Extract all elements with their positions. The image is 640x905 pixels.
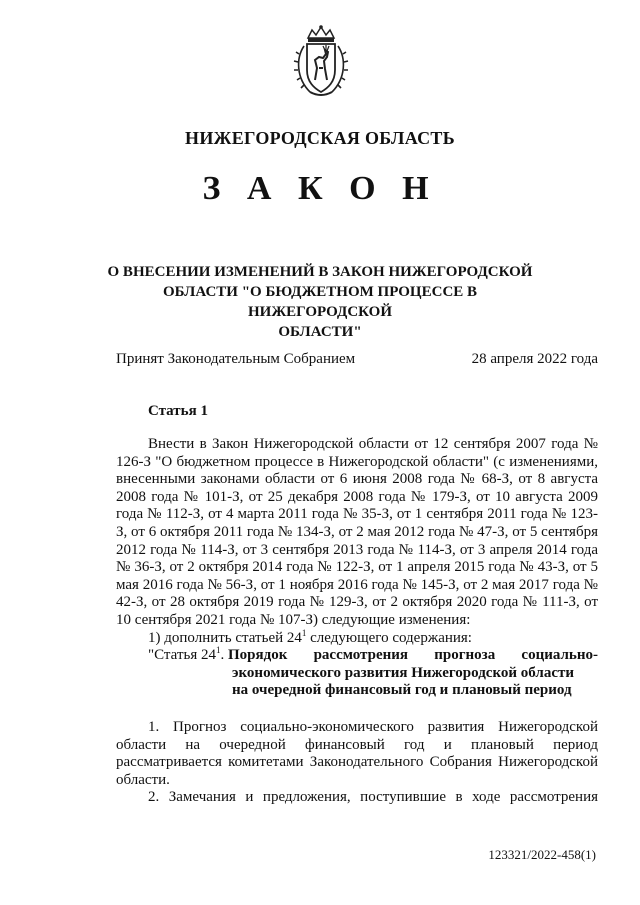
law-title-line: ОБЛАСТИ "О БЮДЖЕТНОМ ПРОЦЕССЕ В НИЖЕГОРОДСКОЙ <box>162 284 478 320</box>
law-title-line: О ВНЕСЕНИИ ИЗМЕНЕНИЙ В ЗАКОН НИЖЕГОРОДСКОЙ <box>107 264 533 280</box>
new-article-title-line: экономического развития Нижегородской области <box>232 664 575 681</box>
new-article-paragraph-1: 1. Прогноз социально-экономического развития Нижегородской области на очередной финансовый год и плановый период рассматривается комитетами Законодательного Собрания Нижегородской области. <box>116 718 598 788</box>
article-intro-paragraph: Внести в Закон Нижегородской области от 12 сентября 2007 года № 126-З "О бюджетном процессе в Нижегородской области" (с изменениями, внесенными законами области от 6 июня 2008 года № 68-З, от 8 августа 2008 года № 101-З, от 25 декабря 2008 года № 179-З, от 10 августа 2009 года № 112-З, от 4 марта 2011 года № 35-З, от 1 сентября 2011 года № 123-З, от 6 октября 2011 года № 134-З, от 2 мая 2012 года № 47-З, от 5 сентября 2012 года № 114-З, от 3 сентября 2013 года № 114-З, от 3 апреля 2014 года № 36-З, от 2 октября 2014 года № 122-З, от 1 апреля 2015 года № 43-З, от 5 мая 2016 года № 56-З, от 1 ноября 2016 года № 145-З, от 2 мая 2017 года № 42-З, от 28 октября 2019 года № 129-З, от 2 октября 2020 года № 111-З, от 10 сентября 2021 года № 107-З) следующие изменения: <box>116 436 598 628</box>
new-article-title-line: Порядок рассмотрения прогноза социально- <box>227 647 598 664</box>
region-name: НИЖЕГОРОДСКАЯ ОБЛАСТЬ <box>185 128 455 148</box>
new-article-paragraph-2: 2. Замечания и предложения, поступившие в ходе рассмотрения <box>148 789 598 806</box>
law-title <box>100 262 540 342</box>
superscript: 1 <box>301 627 307 638</box>
amendment-item-1-text: 1) дополнить статьей 24 <box>148 629 302 646</box>
new-article-label <box>116 647 228 665</box>
adopted-by: Принят Законодательным Собранием <box>116 351 356 367</box>
document-type-heading: З А К О Н <box>202 170 438 207</box>
superscript: 1 <box>215 645 221 656</box>
new-article-label-dot: . <box>220 647 225 664</box>
new-article-title-line: на очередной финансовый год и плановый период <box>232 682 572 699</box>
adoption-date: 28 апреля 2022 года <box>471 351 598 367</box>
article-heading: Статья 1 <box>148 403 208 419</box>
amendment-item-1-text-end: следующего содержания: <box>306 629 472 646</box>
new-article-header <box>116 647 598 700</box>
new-article-label-text: "Статья 24 <box>148 647 216 664</box>
spacer <box>116 700 598 719</box>
coat-of-arms-emblem <box>290 24 352 100</box>
document-number: 123321/2022-458(1) <box>488 847 596 862</box>
article-body <box>116 436 598 807</box>
amendment-item-1 <box>116 627 598 648</box>
law-title-line: ОБЛАСТИ" <box>278 324 362 340</box>
